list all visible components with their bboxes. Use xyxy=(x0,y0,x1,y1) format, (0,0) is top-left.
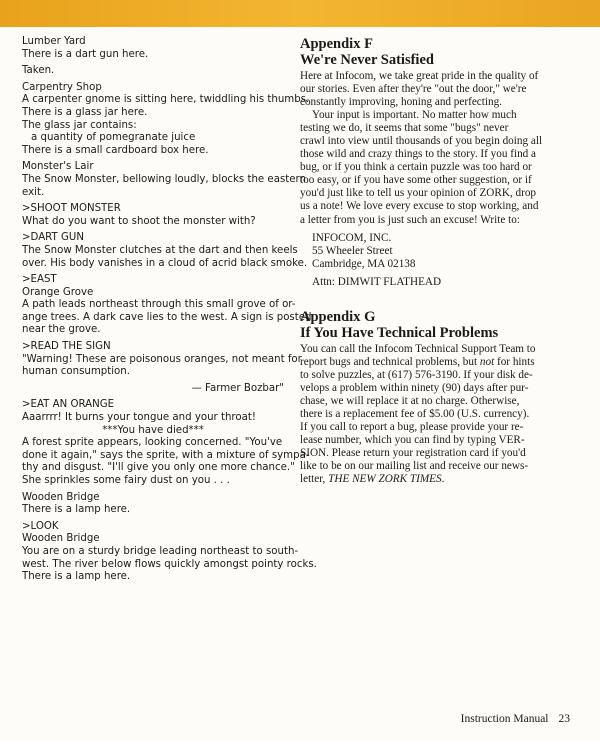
transcript-line: ange trees. A dark cave lies to the west. A sign is posted xyxy=(22,311,312,323)
appendix-f xyxy=(300,36,578,289)
address-block xyxy=(300,232,578,271)
transcript-line: >EAST xyxy=(22,274,57,286)
transcript-line: She sprinkles some fairy dust on you . . . xyxy=(22,475,230,486)
appendix-f-line: a letter from you is just such an excuse! Write to: xyxy=(300,213,520,226)
appendix-f-subtitle: We're Never Satisfied xyxy=(300,52,434,68)
footer-title: Instruction Manual xyxy=(460,713,549,725)
transcript-line: Monster's Lair xyxy=(22,161,94,173)
appendix-f-line: too easy, or if you have some other suggestion, or if xyxy=(300,174,532,187)
appendix-g-line xyxy=(300,356,578,369)
address-line: INFOCOM, INC. xyxy=(312,231,392,244)
appendix-f-para1 xyxy=(300,70,578,109)
transcript-line: There is a dart gun here. xyxy=(22,48,149,60)
appendix-g-text: . xyxy=(441,473,445,486)
appendix-g-title: Appendix G xyxy=(300,308,376,325)
appendix-g-line: to solve puzzles, at (617) 576-3190. If your disk de- xyxy=(300,368,533,381)
appendix-g-subtitle: If You Have Technical Problems xyxy=(300,324,499,341)
appendix-g-line: If you call to report a bug, please provide your re- xyxy=(300,421,524,434)
transcript-line: Wooden Bridge xyxy=(22,533,100,545)
transcript-line: >EAT AN ORANGE xyxy=(22,399,115,411)
transcript-line: west. The river below flows quickly amongst pointy rocks. xyxy=(22,558,317,570)
transcript-line: Wooden Bridge xyxy=(22,491,100,503)
appendix-g-body xyxy=(300,369,578,473)
appendix-g-line: there is a replacement fee of $5.00 (U.S. currency). xyxy=(300,407,530,420)
transcript-line: Aaarrrr! It burns your tongue and your throat! xyxy=(22,412,256,424)
address-line: 55 Wheeler Street xyxy=(312,244,393,257)
transcript-line: The Snow Monster clutches at the dart and then keels xyxy=(22,244,298,256)
transcript-line: There is a glass jar here. xyxy=(22,106,148,118)
attn-line: Attn: DIMWIT FLATHEAD xyxy=(312,275,442,288)
transcript-line: — Farmer Bozbar" xyxy=(191,382,284,394)
appendix-f-line: Here at Infocom, we take great pride in the quality of xyxy=(300,70,539,82)
transcript-line: A path leads northeast through this small grove of or- xyxy=(22,299,296,311)
top-color-bar xyxy=(0,0,600,27)
transcript-line: near the grove. xyxy=(22,324,101,336)
transcript-line: What do you want to shoot the monster with? xyxy=(22,215,256,227)
appendix-g-emphasis: not xyxy=(479,355,495,368)
transcript-line: Taken. xyxy=(22,65,55,77)
transcript-line: a quantity of pomegranate juice xyxy=(31,132,196,144)
appendix-f-line: Your input is important. No matter how much xyxy=(312,109,517,122)
address-line: Cambridge, MA 02138 xyxy=(312,257,416,270)
appendix-f-line: testing we do, it seems that some "bugs" never xyxy=(300,122,509,135)
appendix-f-line: you'd just like to tell us your opinion of ZORK, drop xyxy=(300,187,537,200)
transcript-line: Lumber Yard xyxy=(22,36,86,47)
appendix-g-text: report bugs and technical problems, but xyxy=(300,355,480,368)
appendix-f-line: us a note! We love every excuse to stop working, and xyxy=(300,200,539,213)
transcript-line: The Snow Monster, bellowing loudly, blocks the eastern xyxy=(22,173,306,185)
appendix-f-para2 xyxy=(300,109,578,226)
transcript-line: The glass jar contains: xyxy=(22,119,137,131)
transcript-line: >SHOOT MONSTER xyxy=(22,203,121,215)
transcript-line: A carpenter gnome is sitting here, twiddling his thumbs. xyxy=(22,94,310,106)
appendix-g-text: letter, xyxy=(300,473,329,486)
appendix-g-line: SION. Please return your registration card if you'd xyxy=(300,447,526,460)
transcript-line: >DART GUN xyxy=(22,232,84,244)
page-footer xyxy=(461,713,570,725)
appendix-g-line: You can call the Infocom Technical Support Team to xyxy=(300,342,536,355)
appendix-g-line: velops a problem within ninety (90) days after pur- xyxy=(300,381,529,394)
transcript-line: There is a lamp here. xyxy=(22,504,131,516)
appendix-f-line: bug, or if you think a certain puzzle was too hard or xyxy=(300,161,532,174)
appendix-g-line: like to be on our mailing list and receive our news- xyxy=(300,460,529,473)
transcript-line: ***You have died*** xyxy=(102,424,204,436)
appendix-f-line: those wild and crazy things to the story. If you find a xyxy=(300,148,537,161)
appendix-f-line: crawl into view until thousands of you begin doing all xyxy=(300,135,543,148)
transcript-line: There is a small cardboard box here. xyxy=(22,144,209,156)
appendix-f-line: our stories. Even after they're "out the door," we're xyxy=(300,83,527,96)
transcript-line: You are on a sturdy bridge leading northeast to south- xyxy=(22,545,299,557)
appendix-g-text: for hints xyxy=(494,355,535,368)
transcript-line: done it again," says the sprite, with a mixture of sympa- xyxy=(22,449,310,461)
appendix-f-title: Appendix F xyxy=(300,36,373,52)
appendix-g-line xyxy=(300,473,578,486)
transcript-line: Carpentry Shop xyxy=(22,81,102,93)
transcript-line: human consumption. xyxy=(22,366,130,378)
appendix-g-line: lease number, which you can find by typing VER- xyxy=(300,434,525,447)
transcript-line: A forest sprite appears, looking concerned. "You've xyxy=(22,437,283,449)
transcript-line: exit. xyxy=(22,186,45,198)
transcript-line: >LOOK xyxy=(22,520,59,532)
appendix-g xyxy=(300,309,578,487)
transcript-line: thy and disgust. "I'll give you only one more chance." xyxy=(22,462,295,474)
transcript-line: There is a lamp here. xyxy=(22,571,131,583)
transcript-line: Orange Grove xyxy=(22,286,94,298)
appendix-column xyxy=(300,36,578,486)
page-number: 23 xyxy=(558,713,570,725)
transcript-line: "Warning! These are poisonous oranges, not meant for xyxy=(22,353,302,365)
newsletter-title: THE NEW ZORK TIMES xyxy=(328,473,442,486)
transcript-line: >READ THE SIGN xyxy=(22,341,111,353)
appendix-f-line: constantly improving, honing and perfecting. xyxy=(300,96,502,109)
appendix-g-line: chase, we will replace it at no charge. Otherwise, xyxy=(300,394,520,407)
transcript-line: over. His body vanishes in a cloud of acrid black smoke. xyxy=(22,257,308,269)
